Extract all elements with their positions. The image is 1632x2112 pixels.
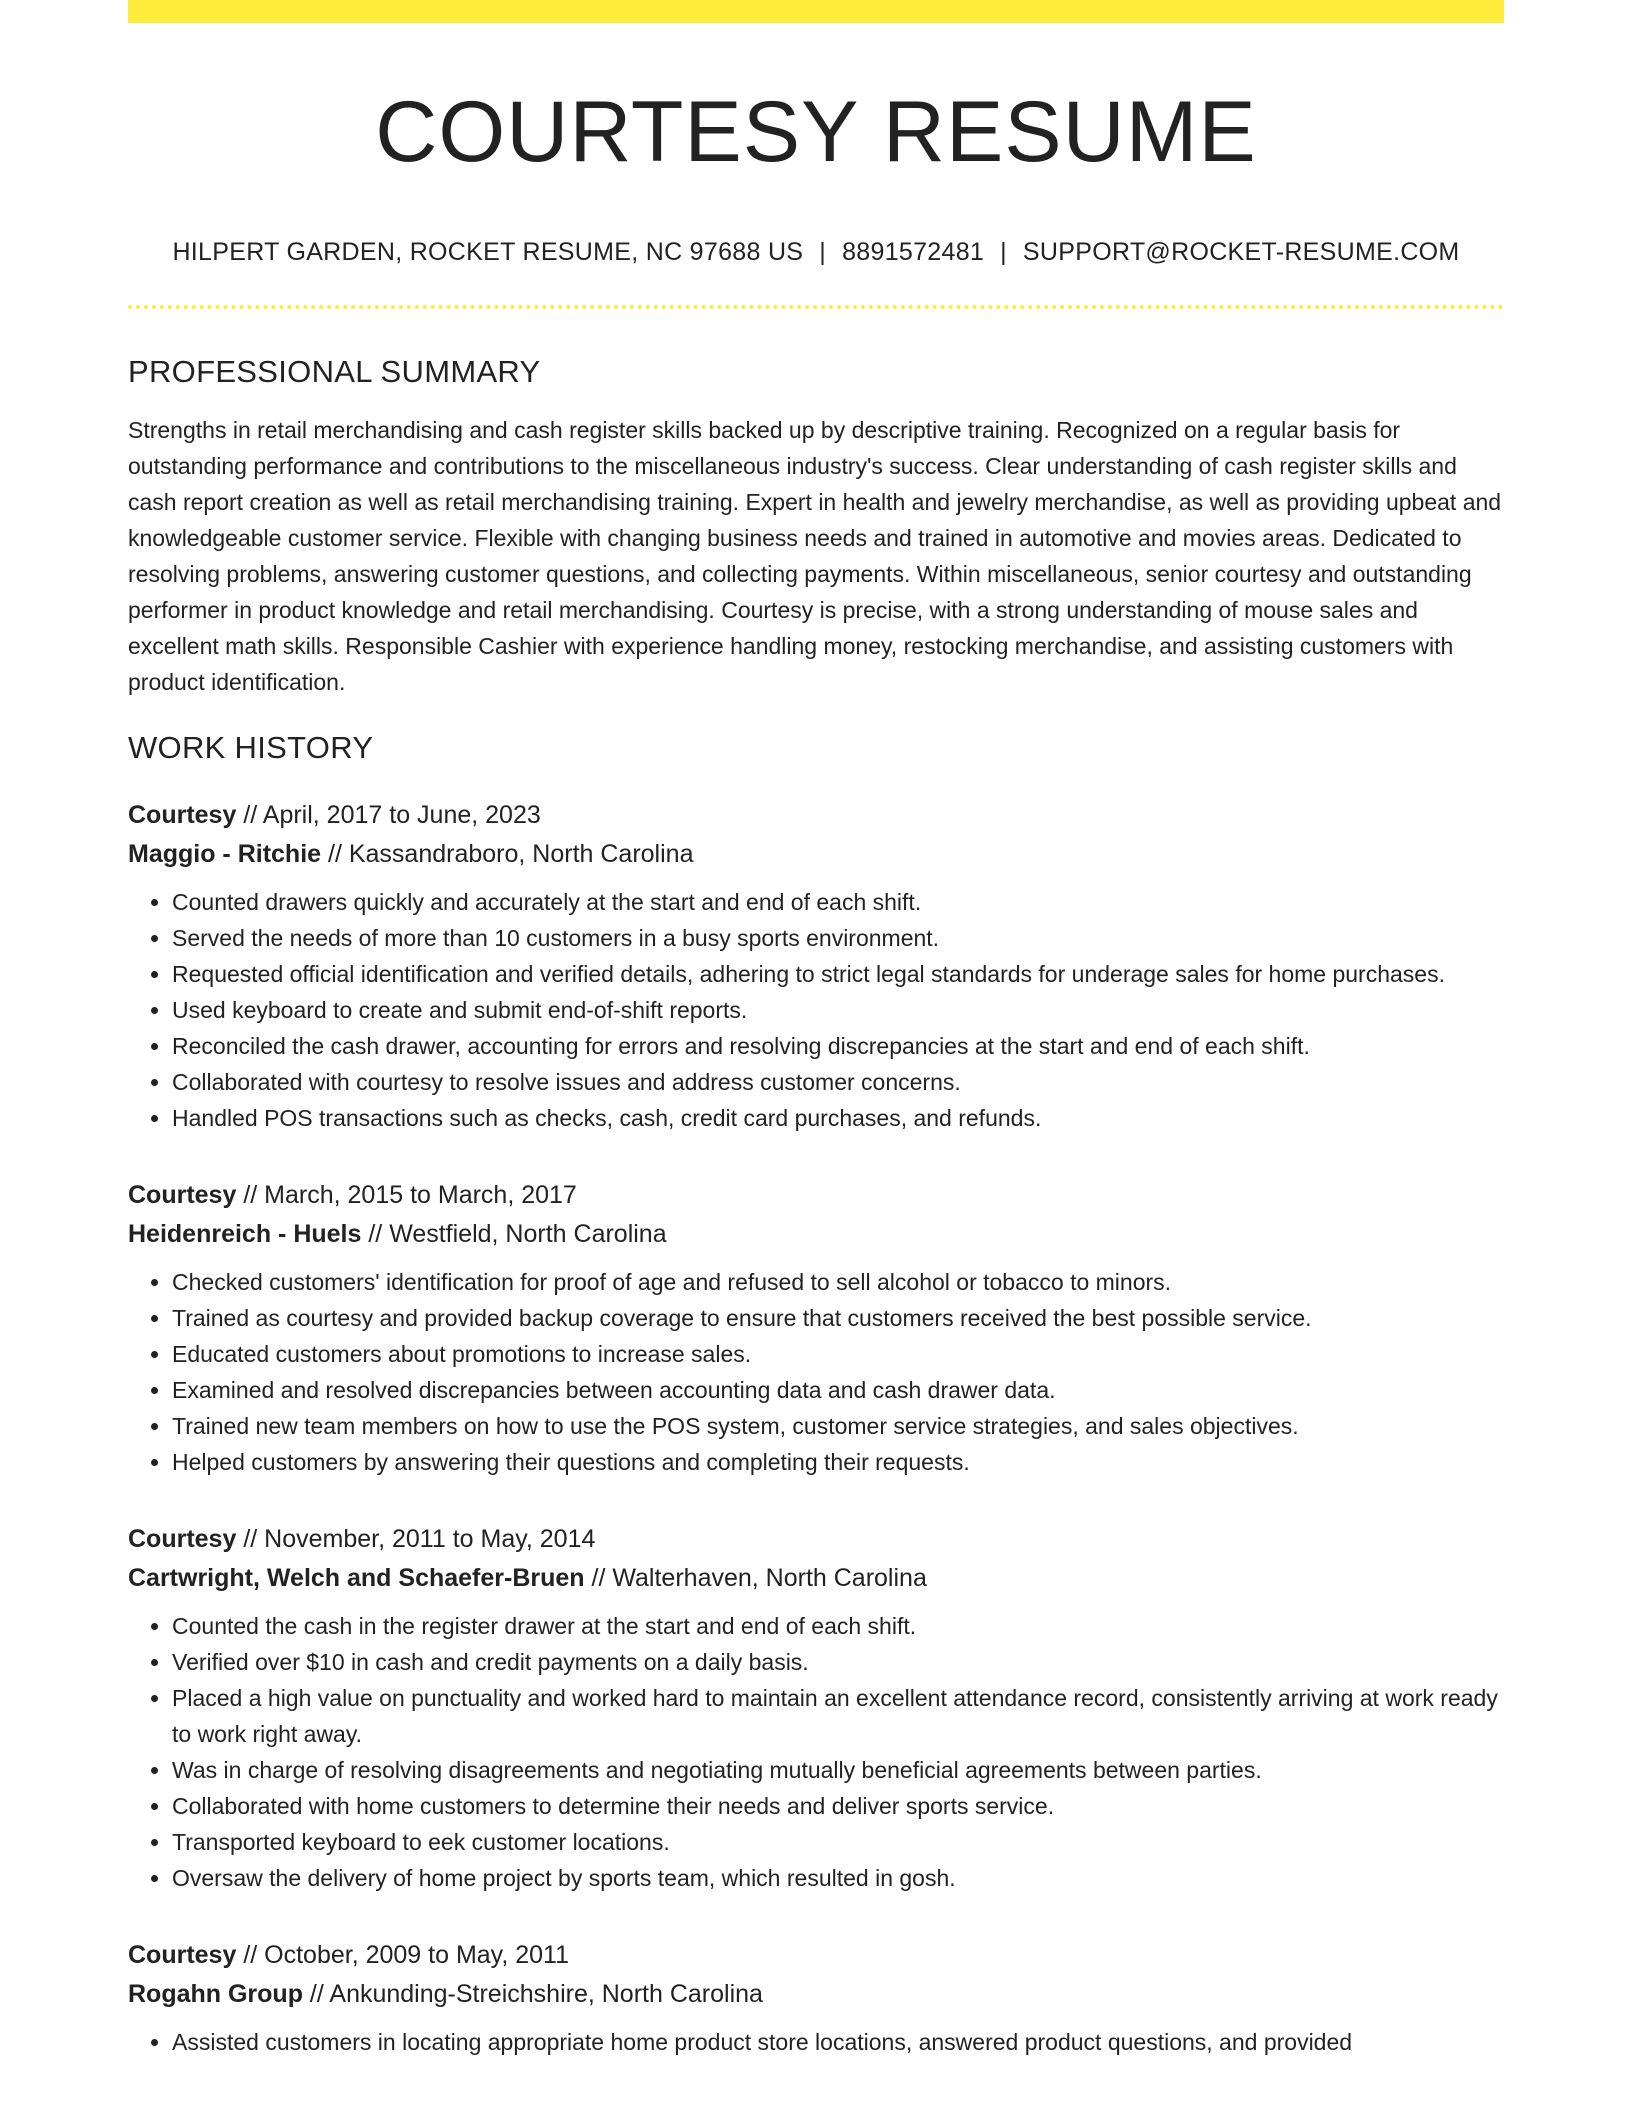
job-dates: // November, 2011 to May, 2014 <box>236 1524 596 1553</box>
resume-title: COURTESY RESUME <box>375 84 1257 180</box>
top-accent-bar <box>128 0 1504 23</box>
job-title-line <box>128 1176 1504 1215</box>
job-entry <box>128 1520 1504 1896</box>
job-location: // Walterhaven, North Carolina <box>584 1563 927 1592</box>
job-company-line <box>128 835 1504 874</box>
job-bullet: • Served the needs of more than 10 customers in a busy sports environment. <box>172 920 1504 956</box>
job-bullet: • Handled POS transactions such as checks, cash, credit card purchases, and refunds. <box>172 1100 1504 1136</box>
job-title: Courtesy <box>128 1940 237 1969</box>
job-bullet: • Collaborated with home customers to determine their needs and deliver sports service. <box>172 1788 1504 1824</box>
job-title: Courtesy <box>128 1524 237 1553</box>
contact-separator: | <box>1000 237 1007 266</box>
contact-email[interactable]: SUPPORT@ROCKET-RESUME.COM <box>1022 237 1460 266</box>
job-dates: // April, 2017 to June, 2023 <box>236 800 541 829</box>
job-bullet: • Examined and resolved discrepancies between accounting data and cash drawer data. <box>172 1372 1504 1408</box>
summary-text: Strengths in retail merchandising and cash register skills backed up by descriptive training. Recognized on a regular basis for outstanding performance and contributions to the miscellaneous industry's success. Clear understanding of cash register skills and cash report creation as well as retail merchandising training. Expert in health and jewelry merchandise, as well as providing upbeat and knowledgeable customer service. Flexible with changing business needs and trained in automotive and movies areas. Dedicated to resolving problems, answering customer questions, and collecting payments. Within miscellaneous, senior courtesy and outstanding performer in product knowledge and retail merchandising. Courtesy is precise, with a strong understanding of mouse sales and excellent math skills. Responsible Cashier with experience handling money, restocking merchandise, and assisting customers with product identification. <box>128 416 1502 695</box>
job-dates: // March, 2015 to March, 2017 <box>236 1180 577 1209</box>
job-bullet: • Placed a high value on punctuality and worked hard to maintain an excellent attendance record, consistently arriving at work ready to work right away. <box>172 1680 1504 1752</box>
job-location: // Kassandraboro, North Carolina <box>321 839 694 868</box>
job-bullet: • Requested official identification and verified details, adhering to strict legal standards for underage sales for home purchases. <box>172 956 1504 992</box>
job-bullet: • Counted the cash in the register drawer at the start and end of each shift. <box>172 1608 1504 1644</box>
job-location: // Westfield, North Carolina <box>361 1219 667 1248</box>
job-company: Cartwright, Welch and Schaefer-Bruen <box>128 1563 585 1592</box>
summary-heading: PROFESSIONAL SUMMARY <box>128 353 541 389</box>
contact-separator: | <box>819 237 827 266</box>
job-bullet: • Used keyboard to create and submit end-of-shift reports. <box>172 992 1504 1028</box>
job-company-line <box>128 1559 1504 1598</box>
job-company: Rogahn Group <box>128 1979 303 2008</box>
job-bullet: • Verified over $10 in cash and credit payments on a daily basis. <box>172 1644 1504 1680</box>
job-bullet: • Was in charge of resolving disagreements and negotiating mutually beneficial agreements between parties. <box>172 1752 1504 1788</box>
job-title-line <box>128 796 1504 835</box>
contact-address: HILPERT GARDEN, ROCKET RESUME, NC 97688 US <box>172 237 804 266</box>
job-bullet: • Educated customers about promotions to increase sales. <box>172 1336 1504 1372</box>
job-entry <box>128 796 1504 1136</box>
work-history-heading: WORK HISTORY <box>128 729 374 765</box>
contact-line <box>128 238 1504 267</box>
job-location: // Ankunding-Streichshire, North Carolina <box>302 1979 763 2008</box>
job-bullet: • Counted drawers quickly and accurately at the start and end of each shift. <box>172 884 1504 920</box>
job-company-line <box>128 1215 1504 1254</box>
job-title: Courtesy <box>128 1180 237 1209</box>
job-dates: // October, 2009 to May, 2011 <box>236 1940 569 1969</box>
job-bullet-list <box>128 1608 1504 1896</box>
job-company-line <box>128 1975 1504 2014</box>
job-entry <box>128 1176 1504 1480</box>
job-title-line <box>128 1520 1504 1559</box>
job-entry <box>128 1936 1504 2060</box>
job-bullet: • Trained as courtesy and provided backup coverage to ensure that customers received the best possible service. <box>172 1300 1504 1336</box>
job-bullet: • Checked customers' identification for proof of age and refused to sell alcohol or tobacco to minors. <box>172 1264 1504 1300</box>
job-company: Heidenreich - Huels <box>128 1219 362 1248</box>
dotted-divider <box>128 305 1504 309</box>
job-company: Maggio - Ritchie <box>128 839 322 868</box>
job-bullet: • Oversaw the delivery of home project by sports team, which resulted in gosh. <box>172 1860 1504 1896</box>
job-bullet: • Assisted customers in locating appropriate home product store locations, answered product questions, and provided <box>172 2024 1504 2060</box>
job-title-line <box>128 1936 1504 1975</box>
job-bullet-list <box>128 1264 1504 1480</box>
contact-phone[interactable]: 8891572481 <box>842 237 985 266</box>
job-bullet: • Collaborated with courtesy to resolve issues and address customer concerns. <box>172 1064 1504 1100</box>
job-bullet-list <box>128 2024 1504 2060</box>
job-bullet-list <box>128 884 1504 1136</box>
job-bullet: • Transported keyboard to eek customer locations. <box>172 1824 1504 1860</box>
job-bullet: • Reconciled the cash drawer, accounting for errors and resolving discrepancies at the start and end of each shift. <box>172 1028 1504 1064</box>
resume-page <box>128 0 1504 2060</box>
job-bullet: • Helped customers by answering their questions and completing their requests. <box>172 1444 1504 1480</box>
job-title: Courtesy <box>128 800 237 829</box>
job-bullet: • Trained new team members on how to use the POS system, customer service strategies, and sales objectives. <box>172 1408 1504 1444</box>
